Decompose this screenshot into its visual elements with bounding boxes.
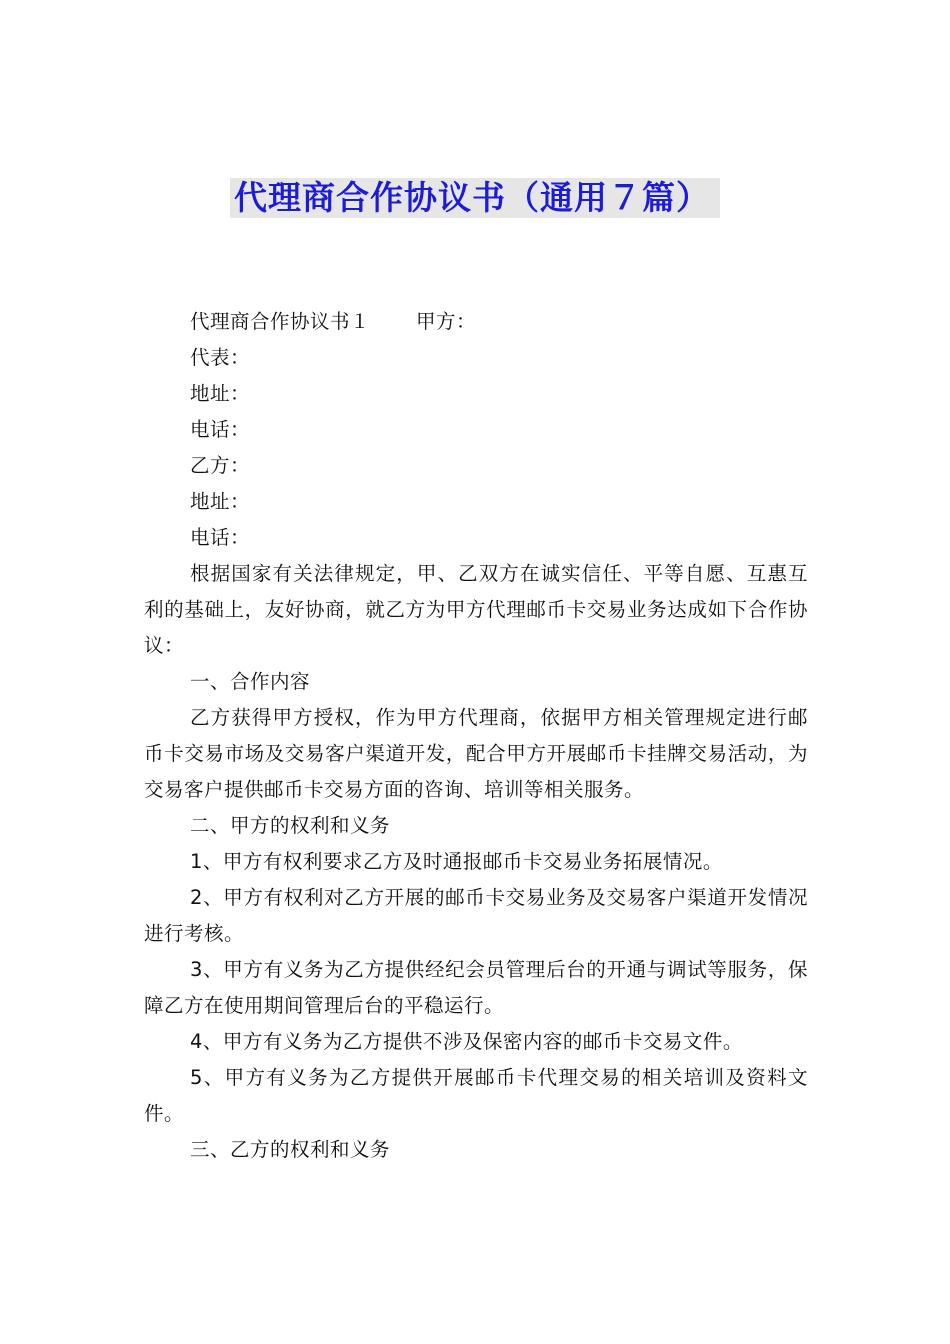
party-a-clause-1: 1、甲方有权利要求乙方及时通报邮币卡交易业务拓展情况。 <box>190 850 723 873</box>
representative-line: 代表： <box>190 346 251 369</box>
party-a-phone-line: 电话： <box>190 418 251 441</box>
title-block <box>0 178 950 218</box>
party-a-clause-3: 3、甲方有义务为乙方提供经纪会员管理后台的开通与调试等服务，保障乙方在使用期间管理后台的平稳运行。 <box>144 958 808 1017</box>
party-b-label: 乙方： <box>190 454 251 477</box>
party-a-clause-5: 5、甲方有义务为乙方提供开展邮币卡代理交易的相关培训及资料文件。 <box>144 1066 808 1125</box>
document-body <box>144 304 808 1168</box>
party-b-phone-line: 电话： <box>190 526 251 549</box>
section-heading-party-a: 二、甲方的权利和义务 <box>190 814 391 837</box>
agreement-number: 代理商合作协议书１ <box>190 310 371 333</box>
section-heading-cooperation: 一、合作内容 <box>190 670 311 693</box>
preamble-paragraph: 根据国家有关法律规定，甲、乙双方在诚实信任、平等自愿、互惠互利的基础上，友好协商，就乙方为甲方代理邮币卡交易业务达成如下合作协议： <box>144 562 808 657</box>
cooperation-paragraph: 乙方获得甲方授权，作为甲方代理商，依据甲方相关管理规定进行邮币卡交易市场及交易客户渠道开发，配合甲方开展邮币卡挂牌交易活动，为交易客户提供邮币卡交易方面的咨询、培训等相关服务。 <box>144 706 808 801</box>
party-a-clause-2: 2、甲方有权利对乙方开展的邮币卡交易业务及交易客户渠道开发情况进行考核。 <box>144 886 808 945</box>
party-b-address-line: 地址： <box>190 490 251 513</box>
party-a-label: 甲方： <box>416 310 477 333</box>
document-title: 代理商合作协议书（通用７篇） <box>230 178 720 218</box>
header-line <box>144 304 808 340</box>
section-heading-party-b: 三、乙方的权利和义务 <box>190 1138 391 1161</box>
party-a-address-line: 地址： <box>190 382 251 405</box>
party-a-clause-4: 4、甲方有义务为乙方提供不涉及保密内容的邮币卡交易文件。 <box>190 1030 743 1053</box>
